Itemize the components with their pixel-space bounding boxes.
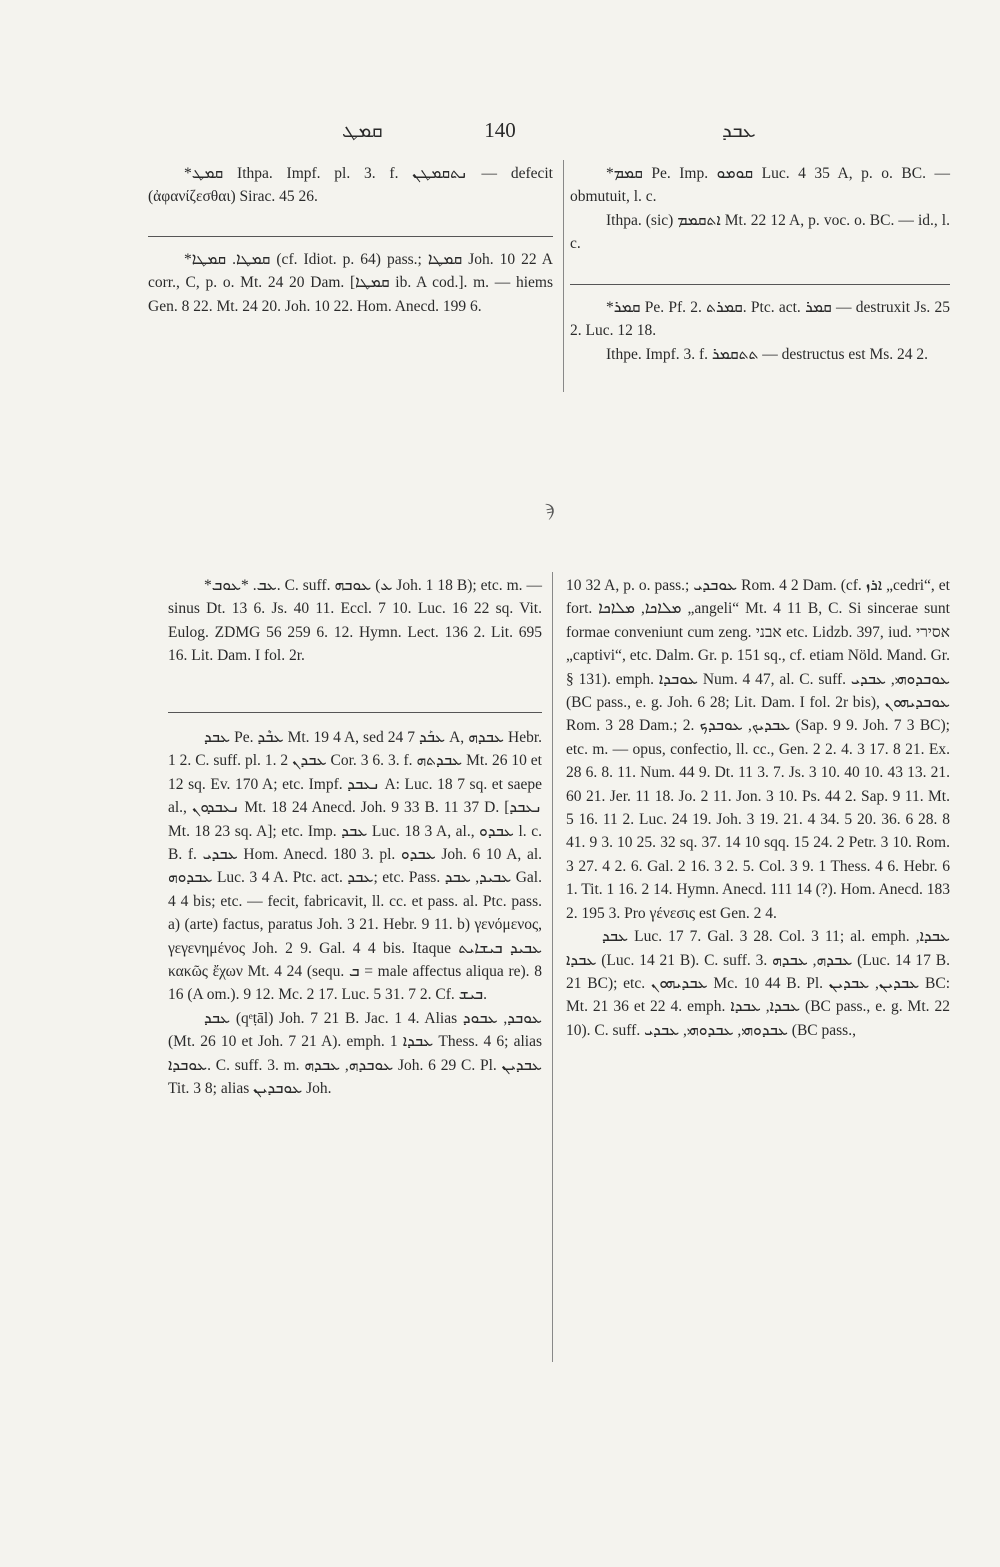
column-divider xyxy=(552,572,553,1362)
entry-text: *ܥܒ. *ܥܘܒ. C. suff. ܥܘܒܗ (ܥ Joh. 1 18 B); etc. m. — sinus Dt. 13 6. Js. 40 11. Eccl. 7 10. Luc. 16 22 sq. Vit. Eulog. ZDMG 56 259 6. 12. Hymn. Lect. 136 2. Lit. 695 16. Lit. Dam. I fol. 2r. xyxy=(168,577,542,665)
page-number: 140 xyxy=(484,118,516,142)
column-divider xyxy=(563,160,564,392)
entry-text: Ithpe. Impf. 3. f. ܬܬܩܡܪ — destructus est Ms. 24 2. xyxy=(606,345,929,363)
entry-divider xyxy=(570,284,950,285)
entry-text: ܥܒܕ Luc. 17 7. Gal. 3 28. Col. 3 11; al. emph. ܥܒܕܐ, ܥܒܕܐ (Luc. 14 21 B). C. suff. 3. ܥܒܕܗ, ܥܒܕܗ (Luc. 14 17 B. 21 BC); etc. ܥܒܕܝܗܘܢ Mc. 10 44 B. Pl. ܥܒܕܝܢ, ܥܒܕܝܢ BC: Mt. 21 36 et 22 4. emph. ܥܒܕܐ, ܥܒܕܐ (BC pass., e. g. Mt. 22 10). C. suff. ܥܒܕܘܗܝ, ܥܒܕܘܗܝ, ܥܒܕܝ (BC pass., xyxy=(566,928,950,1039)
bottom-right-column xyxy=(566,574,950,1042)
entry-text: *ܩܡܡ Pe. Imp. ܩܘܡܘ Luc. 4 35 A, p. o. BC. — obmutuit, l. c. xyxy=(570,165,950,206)
entry-text: *ܩܡܪ Pe. Pf. 2. ܩܡܪܬ. Ptc. act. ܩܡܪ — destruxit Js. 25 2. Luc. 12 18. xyxy=(570,299,950,340)
top-right-column-lower xyxy=(570,296,950,366)
entry-divider xyxy=(148,236,553,237)
top-left-column-lower xyxy=(148,248,553,318)
entry-divider xyxy=(168,712,542,713)
top-left-column xyxy=(148,162,553,209)
entry-text: ܥܒܕ (qᵉṭāl) Joh. 7 21 B. Jac. 1 4. Alias ܥܘܒܕ, ܥܒܘܕ (Mt. 26 10 et Joh. 7 21 A). emph. ܥܒܕܐ 1 Thess. 4 6; alias ܥܘܒܕܐ. C. suff. 3. m. ܥܘܒܕܗ, ܥܒܕܗ Joh. 6 29 C. Pl. ܥܒܕܝܢ Tit. 3 8; alias ܥܘܒܕܝܢ Joh. xyxy=(168,1009,543,1098)
top-right-column xyxy=(570,162,950,256)
entry-text: *ܩܡܛܐ. ܩܡܛܐ (cf. Idiot. p. 64) pass.; ܩܡܛܐ Joh. 10 22 A corr., C, p. o. Mt. 24 20 Dam. [ܩܡܛܐ ib. A cod.]. m. — hiems Gen. 8 22. Mt. 24 20. Joh. 10 22. Hom. Anecd. 199 6. xyxy=(148,251,553,315)
entry-text: ܥܒܕ Pe. ܥܒܶܕ Mt. 19 4 A, sed ܥܒܰܕ 7 24 A, ܥܒܕܗ Hebr. 1 2. C. suff. pl. 1. ܥܒܕܢ 2 Cor. 3 6. 3. f. ܥܒܕܬܗ Mt. 26 10 et 12 sq. Ev. 170 A; etc. Impf. ܢܥܒܕ A: Luc. 18 7 sq. et saepe al., ܢܥܒܕܘܢ Mt. 18 24 Anecd. Joh. 9 33 B. 11 37 D. [ܢܥܒܕ Mt. 18 23 sq. A]; etc. Imp. ܥܒܕ Luc. 18 3 A, al., ܥܒܕܘ l. c. B. f. ܥܒܕܝ Hom. Anecd. 180 3. pl. ܥܒܕܘ Joh. 6 10 A, al. ܥܒܕܘܗ Luc. 3 4 A. Ptc. act. ܥܒܕ; etc. Pass. ܥܒܝܕ, ܥܒܕ Gal. 4 4 bis; etc. — fecit, fabricavit, ll. cc. et pass. al. Ptc. pass. a) (arte) factus, paratus Joh. 3 21. Hebr. 9 11. b) γενόμενος, γεγενημένος Joh. 2 9. Gal. 4 4 bis. Itaque ܥܒܝܕ ܒܝܫܐܝܬ κακῶς ἔχων Mt. 4 24 (sequ. ܒ = male affectus aliqua re). 8 16 (A om.). 9 12. Mc. 2 17. Luc. 5 31. 7 2. Cf. ܒܝܫ. xyxy=(168,729,543,1004)
pencil-mark-icon: ϡ xyxy=(540,496,559,522)
bottom-left-column-lower xyxy=(168,726,542,1101)
entry-text: Ithpa. (sic) ܐܬܩܡܡ Mt. 22 12 A, p. voc. o. BC. — id., l. c. xyxy=(570,211,950,253)
header-left-catchword: ܩܡܛ xyxy=(342,118,383,142)
header-right-catchword: ܥܒܕ xyxy=(722,118,756,142)
bottom-left-column xyxy=(168,574,542,668)
entry-text: *ܩܡܛ Ithpa. Impf. pl. 3. f. ܢܬܩܡܛܢ — defecit (ἀφανίζεσθαι) Sirac. 45 26. xyxy=(148,165,553,206)
entry-text: 10 32 A, p. o. pass.; ܥܘܒܕܝ Rom. 4 2 Dam. (cf. ܐܪܙ „cedri“, et fort. ܡܠܐܟܐ, ܡܠܐܟܐ „angeli“ Mt. 4 11 B, C. Si sincerae sunt formae conveniunt cum zeng. אבני etc. Lidzb. 397, iud. אסירי „captivi“, etc. Dalm. Gr. p. 151 sq., cf. etiam Nöld. Mand. Gr. § 131). emph. ܥܘܒܕܐ Num. 4 47, al. C. suff. ܥܘܒܕܘܗܝ, ܥܒܕܝ (BC pass., e. g. Joh. 6 28; Lit. Dam. I fol. 2r bis), ܥܘܒܕܝܗܘܢ Rom. 3 28 Dam.; 2. ܥܒܕܝܟ, ܥܘܒܕܟ (Sap. 9 9. Joh. 7 3 BC); etc. m. — opus, confectio, ll. cc., Gen. 2 2. 4. 3 17. 8 21. Ex. 28 6. 8. 11. Num. 44 9. Dt. 11 3. 7. Js. 3 10. 40 10. 43 13. 21. 60 21. Jer. 11 18. Jo. 2 11. Jon. 3 10. Ps. 44 2. Sap. 9 11. Mt. 5 16. 11 2. Luc. 24 19. Joh. 3 19. 21. 4 34. 5 20. 36. 6 28. 8 41. 9 3. 10 25. 32 sq. 37. 14 10 sqq. 15 24. 2 Petr. 3 10. Rom. 3 27. 4 2. 6. Gal. 2 16. 3 2. 5. Col. 3 9. 1 Thess. 4 6. Hebr. 6 1. Tit. 1 16. 2 14. Hymn. Anecd. 111 14 (?). Hom. Anecd. 183 2. 195 3. Pro γένεσις est Gen. 2 4. xyxy=(566,577,950,922)
